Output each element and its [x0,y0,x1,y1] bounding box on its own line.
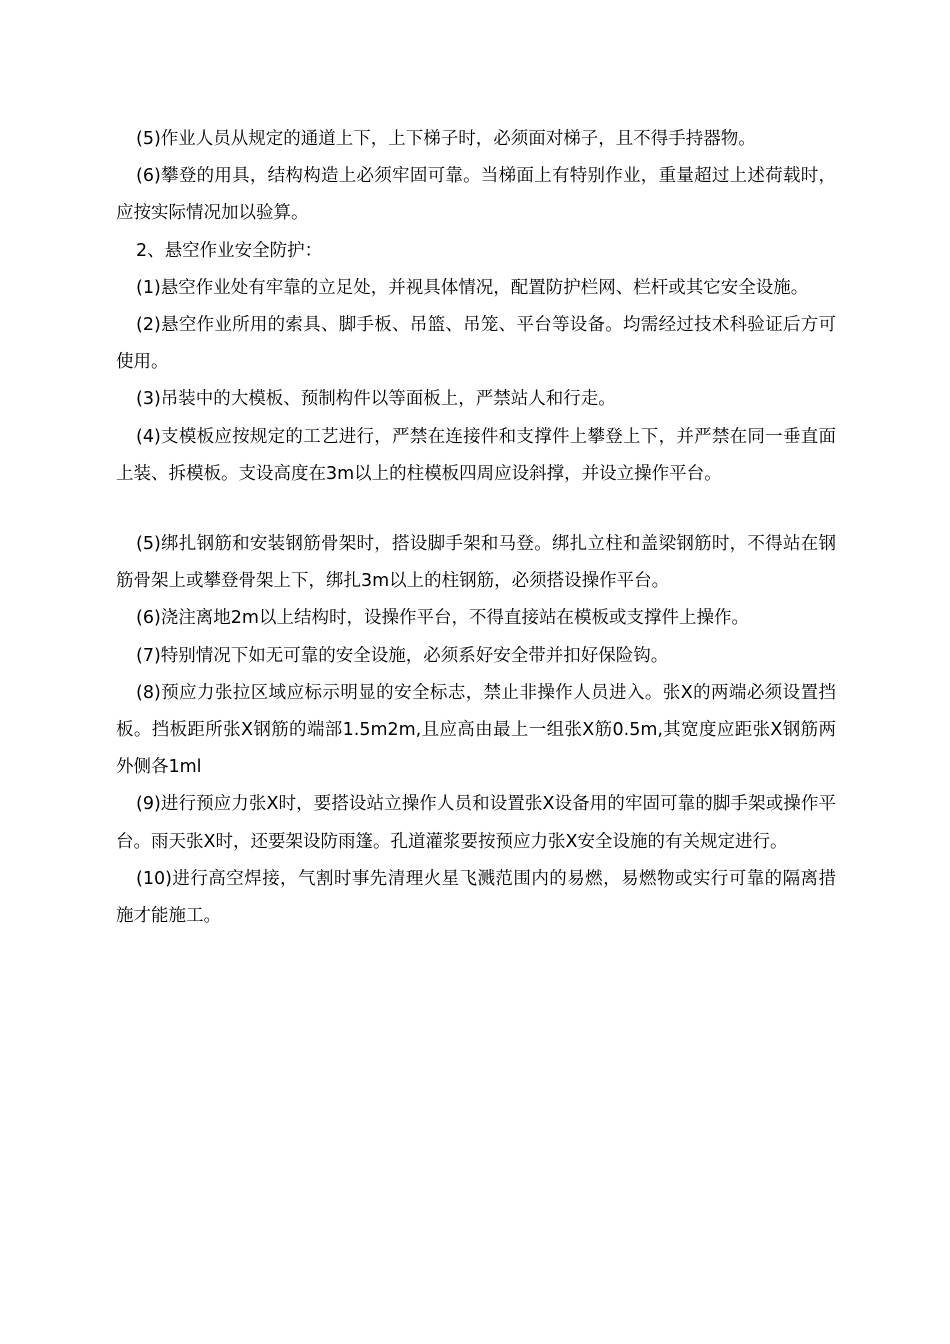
paragraph-suspended-9: (9)进行预应力张X时，要搭设站立操作人员和设置张X设备用的牢固可靠的脚手架或操作平台。雨天张X时，还要架设防雨篷。孔道灌浆要按预应力张X安全设施的有关规定进行。 [116,794,836,852]
document-body [116,121,836,935]
paragraph-suspended-8: (8)预应力张拉区域应标示明显的安全标志，禁止非操作人员进入。张X的两端必须设置挡板。挡板距所张X钢筋的端部1.5m2m,且应高由最上一组张X筋0.5m,其宽度应距张X钢筋两外侧各1ml [116,682,836,778]
paragraph-ladder-5: (5)作业人员从规定的通道上下，上下梯子时，必须面对梯子，且不得手持器物。 [136,129,756,149]
paragraph-suspended-4: (4)支模板应按规定的工艺进行，严禁在连接件和支撑件上攀登上下，并严禁在同一垂直面上装、拆模板。支设高度在3m以上的柱模板四周应设斜撑，并设立操作平台。 [116,426,836,484]
paragraph-suspended-1: (1)悬空作业处有牢靠的立足处，并视具体情况，配置防护栏网、栏杆或其它安全设施。 [136,277,809,298]
paragraph-suspended-3: (3)吊装中的大模板、预制构件以等面板上，严禁站人和行走。 [136,389,616,410]
paragraph-suspended-10: (10)进行高空焊接，气割时事先清理火星飞溅范围内的易燃，易燃物或实行可靠的隔离措施才能施工。 [116,868,836,927]
paragraph-suspended-6: (6)浇注离地2m以上结构时，设操作平台，不得直接站在模板或支撑件上操作。 [136,608,749,629]
paragraph-suspended-5: (5)绑扎钢筋和安装钢筋骨架时，搭设脚手架和马登。绑扎立柱和盖梁钢筋时，不得站在钢筋骨架上或攀登骨架上下，绑扎3m以上的柱钢筋，必须搭设操作平台。 [116,534,836,592]
section-heading-suspended-work: 2、悬空作业安全防护： [136,240,323,261]
paragraph-suspended-2: (2)悬空作业所用的索具、脚手板、吊篮、吊笼、平台等设备。均需经过技术科验证后方可使用。 [116,315,836,373]
paragraph-suspended-7: (7)特别情况下如无可靠的安全设施，必须系好安全带并扣好保险钩。 [136,645,669,666]
paragraph-ladder-6: (6)攀登的用具，结构构造上必须牢固可靠。当梯面上有特别作业，重量超过上述荷载时，应按实际情况加以验算。 [116,166,836,224]
